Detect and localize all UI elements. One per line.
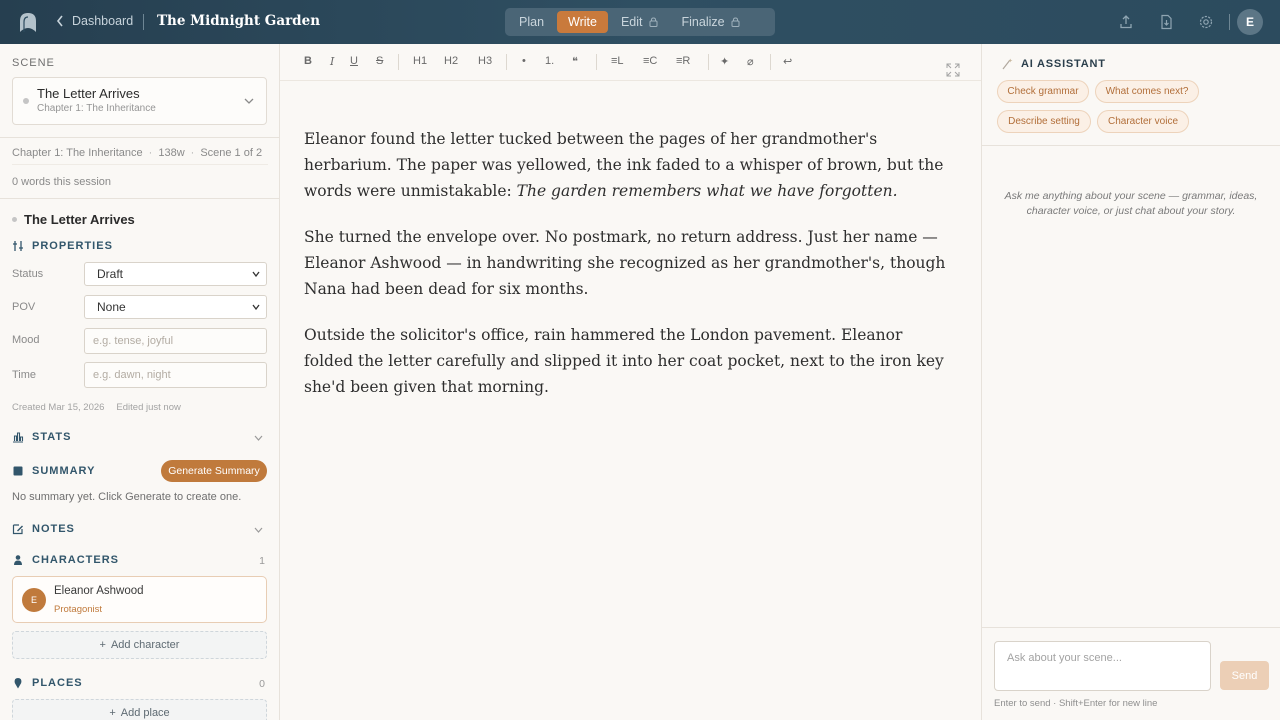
chevron-down-icon[interactable] <box>254 527 263 533</box>
meta-scene-position: Scene 1 of 2 <box>200 147 263 159</box>
what-comes-next-chip[interactable]: What comes next? <box>1095 80 1199 103</box>
app-logo-icon[interactable] <box>18 11 38 33</box>
meta-separator: · <box>190 147 195 159</box>
person-icon <box>12 554 24 566</box>
ai-empty-hint: Ask me anything about your scene — grammar, ideas, character voice, or just chat about your story. <box>1004 190 1258 217</box>
back-to-dashboard-link[interactable] <box>56 14 133 28</box>
check-grammar-chip[interactable]: Check grammar <box>997 80 1089 103</box>
highlight-button[interactable]: ✦ <box>720 56 730 68</box>
chevron-down-icon[interactable] <box>254 435 263 441</box>
summary-heading-text: SUMMARY <box>32 465 96 477</box>
paragraph: Outside the solicitor's office, rain hammered the London pavement. Eleanor folded the letter carefully and slipped it into her coat pocket, next to the iron key she'd been given that morning. <box>304 326 944 396</box>
character-voice-chip[interactable]: Character voice <box>1097 110 1189 133</box>
scene-sidebar <box>0 44 280 720</box>
scene-label: SCENE <box>12 57 55 69</box>
describe-setting-chip[interactable]: Describe setting <box>997 110 1091 133</box>
clear-format-button[interactable]: ⌀ <box>747 56 754 68</box>
align-left-button[interactable]: ≡L <box>611 55 624 67</box>
status-value: Draft <box>97 267 124 281</box>
settings-gear-icon[interactable] <box>1198 14 1214 30</box>
edited-date: Edited just now <box>116 402 181 413</box>
document-body[interactable] <box>304 126 954 420</box>
created-date: Created Mar 15, 2026 <box>12 402 105 413</box>
mode-plan-tab[interactable] <box>508 11 555 33</box>
ai-assistant-panel <box>981 44 1280 720</box>
no-summary-text: No summary yet. Click Generate to create one. <box>12 491 242 503</box>
character-role: Protagonist <box>54 604 103 615</box>
align-right-button[interactable]: ≡R <box>676 55 691 67</box>
italic-quote: The garden remembers what we have forgotten. <box>516 182 898 200</box>
mode-finalize-tab[interactable] <box>671 11 751 33</box>
ai-chat-input[interactable]: Ask about your scene... <box>994 641 1211 691</box>
places-heading-text: PLACES <box>32 677 83 689</box>
mood-input[interactable]: e.g. tense, joyful <box>84 328 267 354</box>
download-icon[interactable] <box>1158 14 1174 30</box>
pov-value: None <box>97 300 126 314</box>
chevron-down-icon <box>252 271 260 277</box>
summary-heading <box>12 465 95 477</box>
meta-chapter: Chapter 1: The Inheritance <box>12 147 143 159</box>
status-label: Status <box>12 268 44 280</box>
paragraph: She turned the envelope over. No postmark, no return address. Just her name — Eleanor Ashwood — in handwriting she recognized as her grandmother's, though Nana had been dead for six months. <box>304 228 946 298</box>
divider <box>0 198 280 199</box>
bar-chart-icon <box>12 431 24 443</box>
strikethrough-button[interactable]: S <box>376 55 384 67</box>
timestamps <box>12 402 181 413</box>
character-avatar: E <box>22 588 46 612</box>
mode-plan-label: Plan <box>519 15 545 29</box>
chevron-down-icon <box>244 97 254 105</box>
places-count: 0 <box>259 678 265 690</box>
edit-note-icon <box>12 523 24 535</box>
scene-selector-name: The Letter Arrives <box>37 86 140 101</box>
characters-heading-text: CHARACTERS <box>32 554 119 566</box>
plus-icon: + <box>99 639 106 651</box>
divider <box>982 145 1280 146</box>
chevron-left-icon <box>56 15 64 27</box>
book-icon <box>12 465 24 477</box>
toolbar-divider <box>596 54 597 70</box>
add-place-button[interactable] <box>12 699 267 720</box>
paragraph-text: Eleanor found the letter tucked between the pages of her grandmother's herbarium. The paper was yellowed, the ink faded to a whisper of brown, but the words were unmistakable: <box>304 130 944 200</box>
bold-button[interactable]: B <box>304 55 312 67</box>
scene-status-dot <box>23 98 29 104</box>
user-avatar[interactable]: E <box>1237 9 1263 35</box>
mode-switcher <box>505 8 775 36</box>
properties-heading <box>12 240 113 252</box>
editor-pane <box>280 44 981 720</box>
notes-heading-text: NOTES <box>32 523 75 535</box>
toolbar-divider <box>398 54 399 70</box>
paragraph <box>304 126 954 204</box>
chevron-down-icon <box>252 304 260 310</box>
header-divider <box>1229 14 1230 30</box>
character-card[interactable] <box>12 576 267 623</box>
scene-title <box>12 212 135 227</box>
characters-heading <box>12 554 119 566</box>
send-button[interactable]: Send <box>1220 661 1269 690</box>
scene-selector[interactable] <box>12 77 267 125</box>
pov-select[interactable] <box>84 295 267 319</box>
mode-edit-tab[interactable] <box>610 11 669 33</box>
pov-label: POV <box>12 301 36 313</box>
scene-title-text: The Letter Arrives <box>24 212 135 227</box>
character-name: Eleanor Ashwood <box>54 585 144 597</box>
toolbar-divider <box>506 54 507 70</box>
mood-label: Mood <box>12 334 40 346</box>
divider <box>12 164 268 165</box>
stats-heading-text: STATS <box>32 431 72 443</box>
mode-write-label: Write <box>568 15 597 29</box>
lock-icon <box>649 17 658 27</box>
properties-heading-text: PROPERTIES <box>32 240 113 252</box>
plus-icon: + <box>109 707 116 719</box>
time-input[interactable]: e.g. dawn, night <box>84 362 267 388</box>
back-label: Dashboard <box>72 14 134 28</box>
map-pin-icon <box>12 677 24 689</box>
undo-button[interactable]: ↩ <box>783 56 793 68</box>
scene-status-dot <box>12 217 17 222</box>
blockquote-button[interactable]: ❝ <box>572 56 578 68</box>
toolbar-divider <box>770 54 771 70</box>
header-divider <box>143 14 144 30</box>
ai-assistant-heading-text: AI ASSISTANT <box>1021 58 1106 70</box>
magic-wand-icon <box>1002 58 1013 70</box>
sliders-icon <box>12 240 24 252</box>
divider <box>0 137 280 138</box>
document-title[interactable]: The Midnight Garden <box>157 13 321 29</box>
mode-finalize-label: Finalize <box>681 15 725 29</box>
export-icon[interactable] <box>1118 14 1134 30</box>
add-character-label: Add character <box>110 639 180 651</box>
mode-write-tab[interactable] <box>557 11 608 33</box>
expand-fullscreen-icon[interactable] <box>946 63 960 77</box>
bullet-list-button[interactable]: • <box>522 55 526 67</box>
mode-edit-label: Edit <box>620 15 643 29</box>
enter-hint: Enter to send · Shift+Enter for new line <box>994 698 1158 709</box>
scene-meta <box>12 147 262 159</box>
generate-summary-button[interactable]: Generate Summary <box>161 460 267 482</box>
places-heading <box>12 677 83 689</box>
status-select[interactable] <box>84 262 267 286</box>
meta-separator: · <box>148 147 153 159</box>
scene-selector-chapter: Chapter 1: The Inheritance <box>37 103 156 114</box>
heading3-button[interactable]: H3 <box>478 55 493 67</box>
add-place-label: Add place <box>120 707 170 719</box>
ai-input-area <box>982 627 1280 720</box>
italic-button[interactable]: I <box>330 55 335 68</box>
heading1-button[interactable]: H1 <box>413 55 428 67</box>
time-label: Time <box>12 369 37 381</box>
characters-count: 1 <box>259 555 265 567</box>
heading2-button[interactable]: H2 <box>444 55 459 67</box>
notes-heading[interactable] <box>12 523 75 535</box>
underline-button[interactable]: U <box>350 55 358 67</box>
stats-heading[interactable] <box>12 431 71 443</box>
session-word-count: 0 words this session <box>12 176 112 188</box>
align-center-button[interactable]: ≡C <box>643 55 658 67</box>
numbered-list-button[interactable]: 1. <box>545 55 555 67</box>
formatting-toolbar <box>280 44 981 81</box>
add-character-button[interactable] <box>12 631 267 659</box>
ai-assistant-heading <box>1002 58 1106 70</box>
lock-icon <box>731 17 740 27</box>
toolbar-divider <box>708 54 709 70</box>
meta-words: 138w <box>158 147 185 159</box>
top-bar <box>0 0 1280 44</box>
